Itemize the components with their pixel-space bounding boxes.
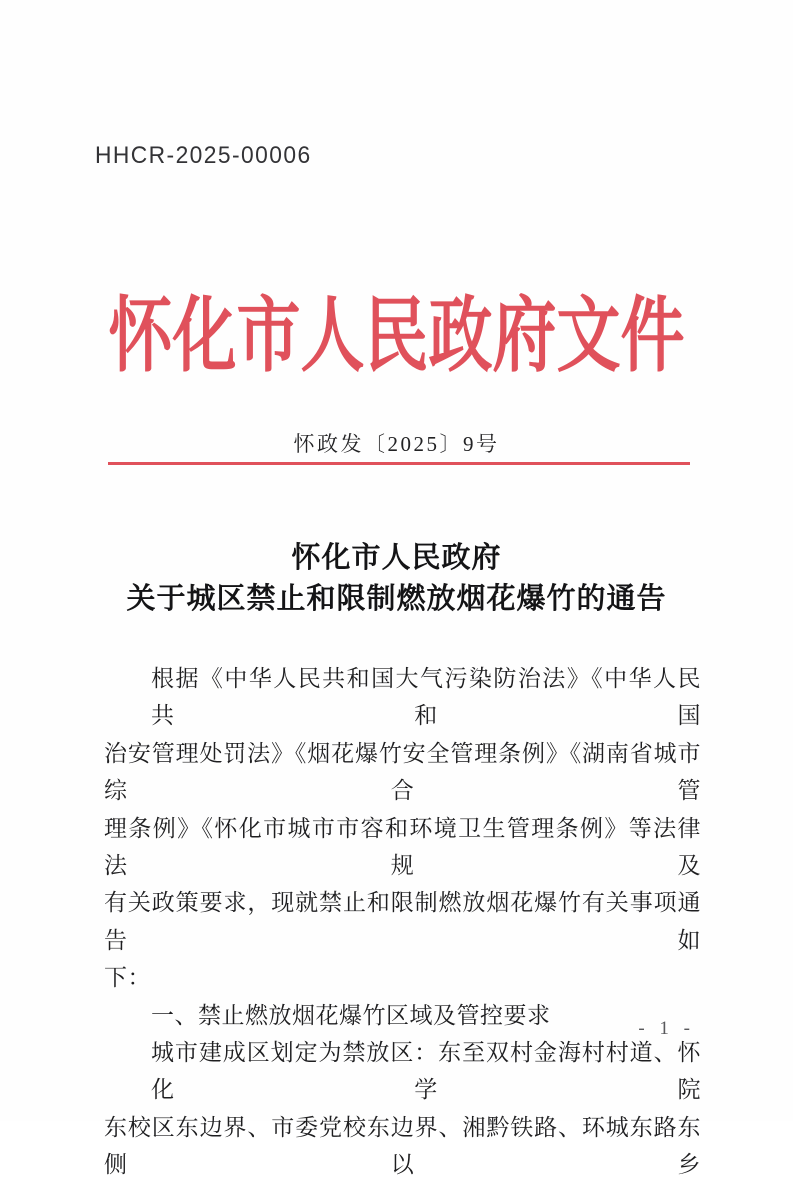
body-line: 城市建成区划定为禁放区：东至双村金海村村道、怀化学院 bbox=[151, 1040, 701, 1103]
page-number: - 1 - bbox=[638, 1018, 695, 1039]
notice-title-line2: 关于城区禁止和限制燃放烟花爆竹的通告 bbox=[126, 583, 667, 615]
document-issue-number: 怀政发〔2025〕9号 bbox=[293, 432, 500, 456]
notice-title-line1: 怀化市人民政府 bbox=[291, 542, 502, 574]
body-line: 理条例》《怀化市城市市容和环境卫生管理条例》等法律法规及 bbox=[104, 815, 701, 879]
body-line: 下： bbox=[104, 965, 151, 991]
body-line: 有关政策要求，现就禁止和限制燃放烟花爆竹有关事项通告如 bbox=[104, 890, 701, 953]
document-serial-number: HHCR-2025-00006 bbox=[95, 142, 312, 169]
body-section-heading: 一、禁止燃放烟花爆竹区域及管控要求 bbox=[151, 1002, 551, 1028]
red-header-title: 怀化市人民政府文件 bbox=[108, 290, 685, 382]
notice-body bbox=[104, 660, 701, 1184]
body-line: 东校区东边界、市委党校东边界、湘黔铁路、环城东路东侧以乡 bbox=[104, 1114, 701, 1178]
body-line: 治安管理处罚法》《烟花爆竹安全管理条例》《湖南省城市综合管 bbox=[104, 740, 701, 804]
notice-title bbox=[0, 538, 793, 620]
body-line: 根据《中华人民共和国大气污染防治法》《中华人民共和国 bbox=[151, 666, 701, 729]
red-divider-line bbox=[108, 462, 690, 465]
